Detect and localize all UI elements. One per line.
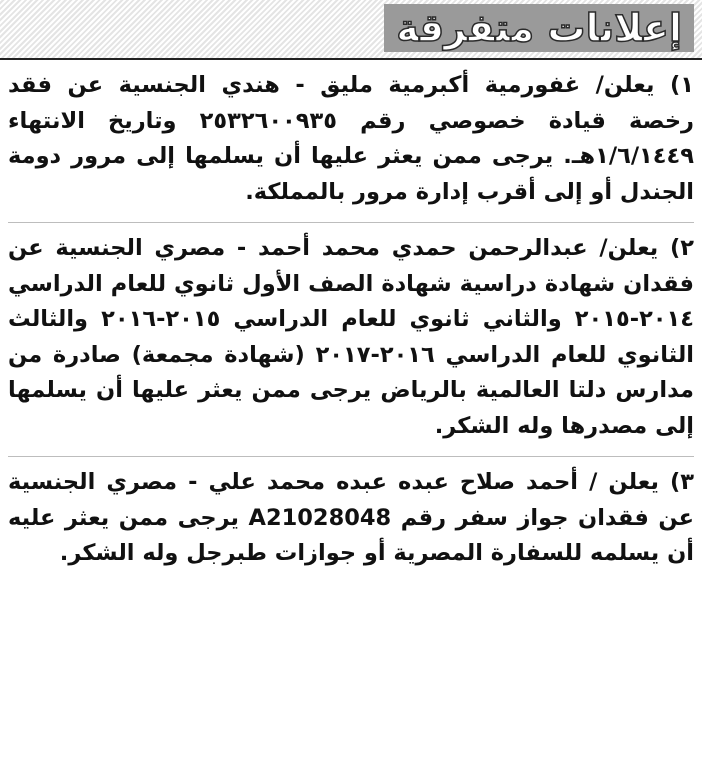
classified-ad-1: ١) يعلن/ غفورمية أكبرمية مليق - هندي الجنسية عن فقد رخصة قيادة خصوصي رقم ٢٥٣٢٦٠٠٩٣٥ وتاريخ الانتهاء ١/٦/١٤٤٩هـ. يرجى ممن يعثر عليها أن يسلمها إلى مرور دومة الجندل أو إلى أقرب إدارة مرور بالمملكة. (8, 72, 694, 205)
section-header (0, 0, 702, 60)
classified-ads-list (8, 68, 694, 584)
section-title-box (384, 4, 694, 52)
section-title: إعلانات متفرقة (396, 6, 682, 50)
classified-ad-2: ٢) يعلن/ عبدالرحمن حمدي محمد أحمد - مصري الجنسية عن فقدان شهادة دراسية شهادة الصف الأول ثانوي للعام الدراسي ٢٠١٤-٢٠١٥ والثاني ثانوي للعام الدراسي ٢٠١٥-٢٠١٦ والثالث الثانوي للعام الدراسي ٢٠١٦-٢٠١٧ (شهادة مجمعة) صادرة من مدارس دلتا العالمية بالرياض يرجى ممن يعثر عليها أن يسلمها إلى مصدرها وله الشكر. (8, 222, 694, 456)
classified-ad-3: ٣) يعلن / أحمد صلاح عبده عبده محمد علي - مصري الجنسية عن فقدان جواز سفر رقم A21028048 يرجى ممن يعثر عليه أن يسلمه للسفارة المصرية أو جوازات طبرجل وله الشكر. (8, 456, 694, 584)
